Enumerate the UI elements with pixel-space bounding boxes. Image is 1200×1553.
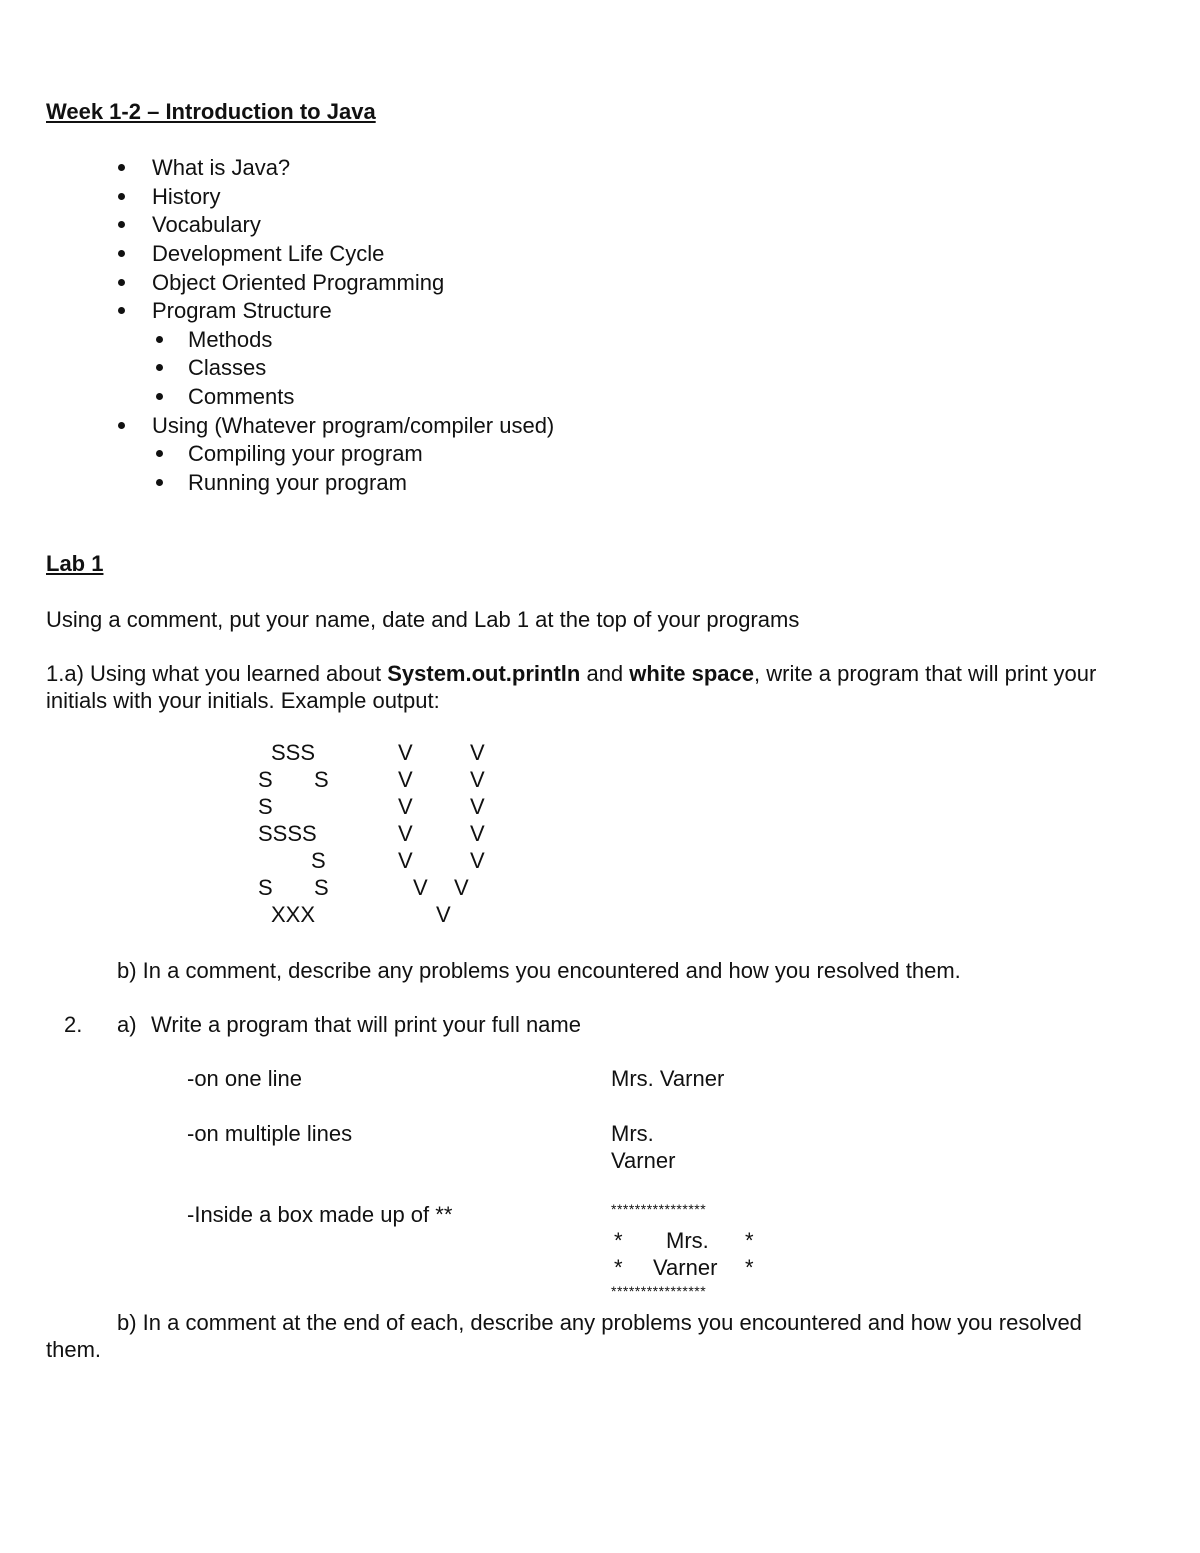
bullet-icon bbox=[118, 221, 125, 228]
box-star: * bbox=[614, 1255, 623, 1280]
ascii-s: SSS bbox=[271, 740, 316, 765]
ascii-v: V bbox=[398, 821, 413, 846]
multi-line-example-2: Varner bbox=[611, 1148, 676, 1173]
week-title: Week 1-2 – Introduction to Java bbox=[46, 99, 376, 124]
question-1b: b) In a comment, describe any problems you encountered and how you resolved them. bbox=[117, 958, 961, 983]
q1a-mid: and bbox=[580, 661, 630, 686]
q1a-suffix: , write a program that will print your bbox=[754, 661, 1097, 686]
bullet-icon bbox=[156, 364, 163, 371]
ascii-v: V bbox=[398, 767, 413, 792]
list-item: History bbox=[152, 184, 221, 209]
box-star: * bbox=[745, 1228, 754, 1253]
one-line-example: Mrs. Varner bbox=[611, 1066, 725, 1091]
lab-intro: Using a comment, put your name, date and Lab 1 at the top of your programs bbox=[46, 607, 800, 632]
ascii-v: V bbox=[470, 821, 485, 846]
ascii-x: XXX bbox=[271, 902, 316, 927]
bullet-icon bbox=[118, 250, 125, 257]
box-star: * bbox=[745, 1255, 754, 1280]
lab-title: Lab 1 bbox=[46, 551, 104, 576]
box-label: -Inside a box made up of ** bbox=[187, 1202, 453, 1227]
bullet-icon bbox=[156, 336, 163, 343]
box-line-1: Mrs. bbox=[666, 1228, 709, 1253]
box-star: * bbox=[614, 1228, 623, 1253]
ascii-v: V bbox=[454, 875, 469, 900]
list-item: Using (Whatever program/compiler used) bbox=[152, 413, 555, 438]
ascii-s: S bbox=[311, 848, 326, 873]
bullet-icon bbox=[118, 279, 125, 286]
bullet-icon bbox=[156, 450, 163, 457]
ascii-v: V bbox=[470, 848, 485, 873]
ascii-v: V bbox=[398, 794, 413, 819]
one-line-label: -on one line bbox=[187, 1066, 302, 1091]
multi-line-label: -on multiple lines bbox=[187, 1121, 353, 1146]
ascii-s: S bbox=[258, 794, 273, 819]
bullet-icon bbox=[156, 479, 163, 486]
bullet-icon bbox=[118, 193, 125, 200]
sub-list-item: Methods bbox=[188, 327, 273, 352]
box-border-top: **************** bbox=[611, 1201, 707, 1217]
ascii-v: V bbox=[398, 848, 413, 873]
ascii-s: S bbox=[314, 767, 329, 792]
sub-list-item: Classes bbox=[188, 355, 267, 380]
question-2-number: 2. bbox=[64, 1012, 83, 1037]
list-item: What is Java? bbox=[152, 155, 291, 180]
ascii-v: V bbox=[470, 767, 485, 792]
box-border-bottom: **************** bbox=[611, 1283, 707, 1299]
ascii-s: S bbox=[314, 875, 329, 900]
ascii-v: V bbox=[413, 875, 428, 900]
ascii-s: S bbox=[258, 875, 273, 900]
ascii-v: V bbox=[436, 902, 451, 927]
question-2a-text: Write a program that will print your full name bbox=[151, 1012, 581, 1037]
q1a-bold-whitespace: white space bbox=[629, 661, 754, 686]
ascii-s: SSSS bbox=[258, 821, 317, 846]
box-line-2: Varner bbox=[653, 1255, 718, 1280]
question-1a-line2: initials with your initials. Example output: bbox=[46, 688, 440, 713]
multi-line-example-1: Mrs. bbox=[611, 1121, 654, 1146]
question-2b-line2: them. bbox=[46, 1337, 102, 1362]
q1a-prefix: 1.a) Using what you learned about bbox=[46, 661, 388, 686]
ascii-v: V bbox=[470, 794, 485, 819]
q1a-bold-println: System.out.println bbox=[387, 661, 581, 686]
sub-list-item: Compiling your program bbox=[188, 441, 423, 466]
sub-list-item: Running your program bbox=[188, 470, 407, 495]
ascii-v: V bbox=[398, 740, 413, 765]
bullet-icon bbox=[118, 164, 125, 171]
list-item: Program Structure bbox=[152, 298, 332, 323]
bullet-icon bbox=[118, 422, 125, 429]
list-item: Vocabulary bbox=[152, 212, 261, 237]
ascii-s: S bbox=[258, 767, 273, 792]
question-1a bbox=[46, 663, 1096, 685]
sub-list-item: Comments bbox=[188, 384, 295, 409]
list-item: Object Oriented Programming bbox=[152, 270, 445, 295]
list-item: Development Life Cycle bbox=[152, 241, 385, 266]
ascii-v: V bbox=[470, 740, 485, 765]
question-2b: b) In a comment at the end of each, describe any problems you encountered and how you resolved bbox=[117, 1310, 1082, 1335]
bullet-icon bbox=[118, 307, 125, 314]
bullet-icon bbox=[156, 393, 163, 400]
question-2a-label: a) bbox=[117, 1012, 137, 1037]
